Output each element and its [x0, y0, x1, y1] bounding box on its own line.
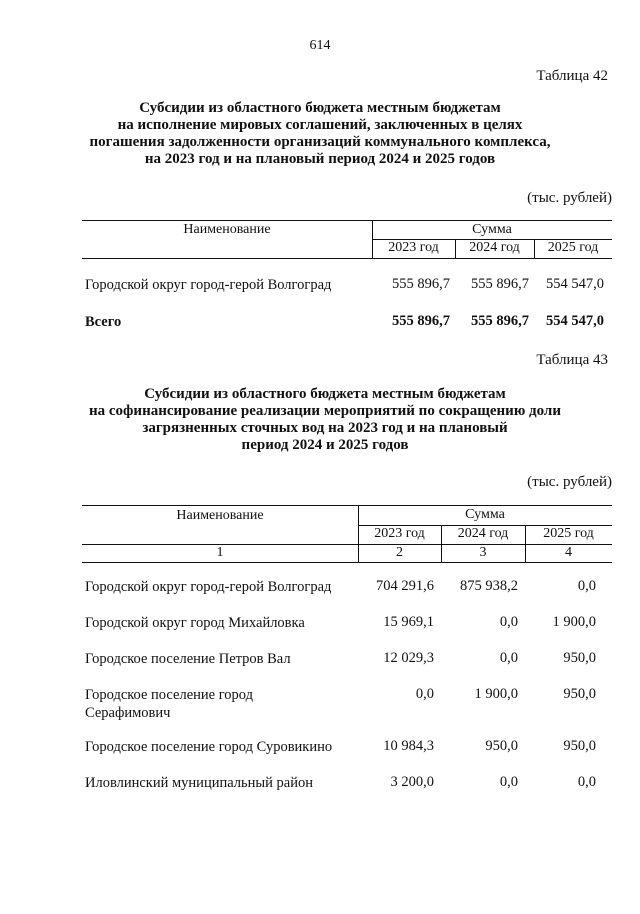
table-top-border	[82, 505, 612, 506]
row-value-2025: 554 547,0	[546, 276, 604, 292]
row-name: Городской округ город-герой Волгоград	[85, 277, 332, 293]
total-label: Всего	[85, 314, 122, 330]
row-name: Иловлинский муниципальный район	[85, 775, 313, 791]
column-number: 4	[565, 545, 572, 560]
header-2024: 2024 год	[457, 526, 509, 541]
row-value-2024: 0,0	[499, 650, 518, 666]
header-name: Наименование	[183, 222, 271, 237]
row-value-2025: 950,0	[563, 738, 596, 754]
row-name: Городское поселение город Суровикино	[85, 739, 333, 755]
title-line: загрязненных сточных вод на 2023 год и на плановый	[142, 420, 508, 436]
header-bottom-border	[82, 562, 612, 563]
row-value-2023: 12 029,3	[383, 650, 434, 666]
row-value-2025: 950,0	[563, 686, 596, 702]
row-value-2024: 1 900,0	[474, 686, 518, 702]
table-42-label: Таблица 42	[536, 68, 608, 84]
row-value-2023: 704 291,6	[376, 578, 434, 594]
title-line: на софинансирование реализации мероприятий по сокращению доли	[89, 403, 561, 419]
row-name	[85, 686, 253, 722]
title-line: на 2023 год и на плановый период 2024 и 2025 годов	[144, 151, 496, 167]
table-top-border	[82, 220, 612, 221]
total-value-2023: 555 896,7	[392, 313, 450, 329]
header-2023: 2023 год	[374, 526, 425, 541]
page-number: 614	[309, 38, 331, 53]
table-43-units: (тыс. рублей)	[527, 474, 612, 490]
row-name-line: Серафимович	[85, 705, 171, 721]
table-42-units: (тыс. рублей)	[527, 190, 612, 206]
row-name: Городское поселение Петров Вал	[85, 651, 291, 667]
row-value-2024: 950,0	[485, 738, 518, 754]
row-name: Городской округ город Михайловка	[85, 615, 305, 631]
row-value-2023: 0,0	[415, 686, 434, 702]
column-number: 1	[216, 545, 224, 560]
total-value-2024: 555 896,7	[471, 313, 529, 329]
header-bottom-border	[82, 258, 612, 259]
row-value-2025: 0,0	[577, 578, 596, 594]
row-value-2025: 0,0	[577, 774, 596, 790]
header-2025: 2025 год	[543, 526, 594, 541]
row-name-line: Городское поселение город	[85, 687, 254, 703]
row-value-2023: 15 969,1	[383, 614, 434, 630]
row-value-2024: 0,0	[499, 614, 518, 630]
row-value-2023: 555 896,7	[392, 276, 450, 292]
row-value-2024: 0,0	[499, 774, 518, 790]
column-number: 2	[396, 545, 403, 560]
row-value-2024: 555 896,7	[471, 276, 529, 292]
header-2025: 2025 год	[547, 240, 599, 255]
title-line: погашения задолженности организаций коммунального комплекса,	[89, 134, 551, 150]
header-2023: 2023 год	[388, 240, 439, 255]
total-value-2025: 554 547,0	[546, 313, 604, 329]
column-number: 3	[479, 545, 487, 560]
row-value-2025: 950,0	[563, 650, 596, 666]
header-sum: Сумма	[472, 222, 512, 237]
row-value-2024: 875 938,2	[460, 578, 518, 594]
title-line: на исполнение мировых соглашений, заключенных в целях	[117, 117, 523, 133]
row-value-2023: 3 200,0	[390, 774, 434, 790]
table-43-title	[0, 386, 640, 454]
row-value-2023: 10 984,3	[383, 738, 434, 754]
table-42-title	[0, 100, 640, 168]
header-sum: Сумма	[465, 507, 505, 522]
title-line: Субсидии из областного бюджета местным бюджетам	[139, 100, 501, 116]
row-name: Городской округ город-герой Волгоград	[85, 579, 332, 595]
header-name: Наименование	[176, 508, 264, 523]
header-2024: 2024 год	[469, 240, 520, 255]
table-43-label: Таблица 43	[536, 352, 608, 368]
title-line: Субсидии из областного бюджета местным бюджетам	[144, 386, 506, 402]
row-value-2025: 1 900,0	[552, 614, 596, 630]
title-line: период 2024 и 2025 годов	[241, 437, 409, 453]
